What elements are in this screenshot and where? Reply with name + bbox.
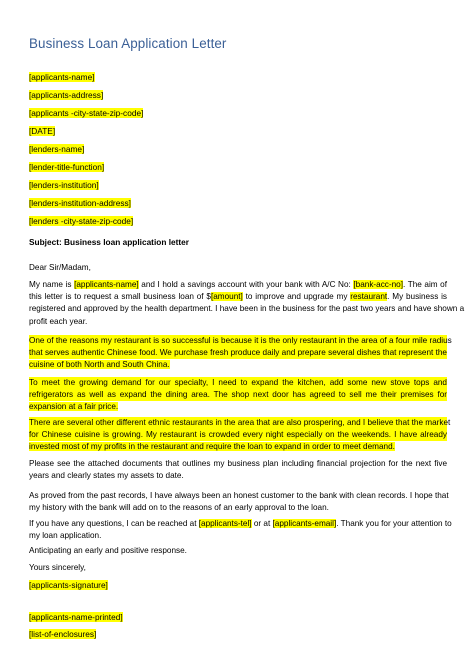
field-date: [DATE] (29, 126, 56, 136)
applicants-email-placeholder: [applicants-email] (272, 519, 337, 528)
paragraph-line: years and clearly states my assets to date. (29, 471, 184, 481)
paragraph-line: There are several other different ethnic restaurants in the area that are also prospering, and I believe that the market (29, 417, 447, 429)
field-lenders-name: [lenders-name] (29, 144, 85, 154)
paragraph-line: My name is [applicants-name] and I hold a savings account with your bank with A/C No: [bank-acc-no]. The aim of (29, 280, 447, 289)
field-enclosures: [list-of-enclosures] (29, 629, 97, 639)
salutation: Dear Sir/Madam, (29, 263, 91, 272)
paragraph-line: expansion at a fair price. (29, 402, 119, 412)
paragraph-records (29, 490, 447, 514)
paragraph-line: Please see the attached documents that outlines my business plan including financial projection for the next five (29, 459, 447, 468)
amount-placeholder: [amount] (210, 292, 243, 302)
field-name-printed: [applicants-name-printed] (29, 612, 123, 622)
paragraph-line: my loan application. (29, 531, 102, 541)
subject-line: Subject: Business loan application letter (29, 237, 189, 247)
paragraph-line: refrigerators as well as expand the dining area. The shop next door has agreed to sell me their premises for (29, 389, 447, 401)
paragraph-line: profit each year. (29, 316, 88, 326)
paragraph-line: this letter is to request a small business loan of $[amount] to improve and upgrade my restaurant. My business is (29, 292, 448, 302)
paragraph-line: cuisine of both North and South China. (29, 360, 170, 370)
paragraph-market (29, 417, 451, 454)
field-signature: [applicants-signature] (29, 580, 108, 590)
paragraph-line: As proved from the past records, I have always been an honest customer to the bank with clean records. I hope that (29, 491, 449, 500)
field-applicants-city: [applicants -city-state-zip-code] (29, 108, 144, 118)
field-lender-title: [lender-title-function] (29, 162, 105, 172)
closing-line: Yours sincerely, (29, 563, 86, 572)
field-applicants-address: [applicants-address] (29, 90, 104, 100)
paragraph-line: To meet the growing demand for our specialty, I need to expand the kitchen, add some new stove tops and (29, 377, 447, 389)
field-lenders-institution-address: [lenders-institution-address] (29, 198, 131, 208)
applicants-tel-placeholder: [applicants-tel] (198, 519, 252, 528)
paragraph-line: If you have any questions, I can be reached at [applicants-tel] or at [applicants-email]. Thank you for your attention to (29, 519, 452, 528)
paragraph-line: for Chinese cuisine is growing. My restaurant is crowded every night especially on the weekends. I have already (29, 429, 447, 441)
paragraph-contact (29, 518, 452, 542)
paragraph-documents (29, 458, 447, 482)
restaurant-highlight: restaurant (350, 292, 388, 302)
paragraph-line: invested most of my profits in the restaurant and require the loan to expand in order to meet demand. (29, 442, 395, 452)
applicants-name-placeholder: [applicants-name] (74, 280, 139, 289)
field-applicants-name: [applicants-name] (29, 72, 95, 82)
paragraph-reasons (29, 335, 452, 372)
paragraph-line: my history with the bank will add on to the reasons of an early approval to the loan. (29, 503, 329, 513)
paragraph-line: One of the reasons my restaurant is so successful is because it is the only restaurant in the area of a four mile radius (29, 335, 447, 347)
paragraph-intro (29, 279, 465, 328)
document-title: Business Loan Application Letter (29, 36, 227, 51)
paragraph-line: registered and approved by the health department. I have been in the business for the past two years and have shown a (29, 304, 465, 314)
field-lenders-institution: [lenders-institution] (29, 180, 99, 190)
field-lenders-city: [lenders -city-state-zip-code] (29, 216, 134, 226)
bank-acc-placeholder: [bank-acc-no] (353, 280, 403, 289)
anticipating-line: Anticipating an early and positive response. (29, 546, 187, 555)
paragraph-line: that serves authentic Chinese food. We purchase fresh produce daily and prepare several dishes that represent the (29, 347, 447, 359)
paragraph-expansion (29, 377, 447, 414)
